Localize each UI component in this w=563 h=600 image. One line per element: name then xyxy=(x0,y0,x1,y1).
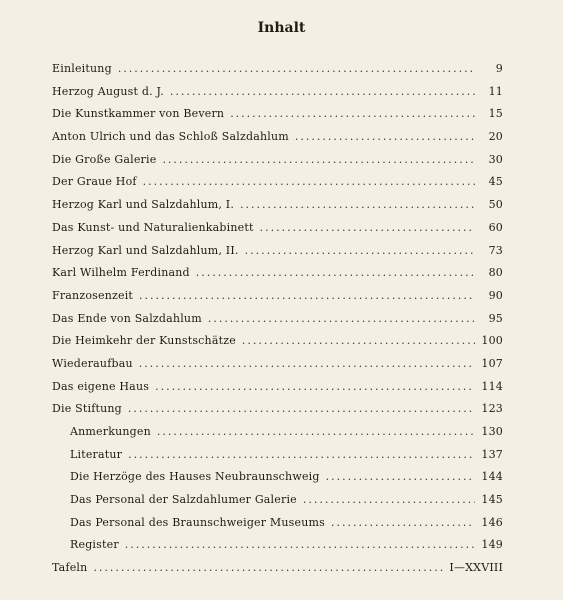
entry-label: Herzog August d. J. xyxy=(52,84,164,98)
entry-page: 11 xyxy=(488,84,503,98)
entry-page: 20 xyxy=(488,130,503,144)
subentry-page: 137 xyxy=(481,447,503,461)
toc-entry xyxy=(52,312,503,335)
toc-entry xyxy=(52,153,503,176)
dot-leader xyxy=(245,244,475,257)
entry-label: Die Stiftung xyxy=(52,402,122,416)
dot-leader xyxy=(125,538,475,551)
entry-label: Karl Wilhelm Ferdinand xyxy=(52,266,190,280)
entry-page: 95 xyxy=(488,311,503,325)
toc-entry xyxy=(52,380,503,403)
subentry-label: Register xyxy=(70,538,119,552)
toc-entry xyxy=(52,221,503,244)
entry-page: 9 xyxy=(495,62,503,75)
dot-leader xyxy=(155,380,475,393)
entry-page: 80 xyxy=(488,266,503,280)
entry-page: 60 xyxy=(488,220,503,234)
table-of-contents xyxy=(52,62,503,584)
toc-subentry xyxy=(52,516,503,539)
entry-label: Einleitung xyxy=(52,62,112,75)
entry-label: Die Kunstkammer von Bevern xyxy=(52,107,225,121)
toc-subentry xyxy=(52,538,503,561)
toc-entry-plates xyxy=(52,561,503,584)
toc-subentry xyxy=(52,448,503,471)
entry-page: 73 xyxy=(488,243,503,257)
dot-leader xyxy=(157,425,475,438)
dot-leader xyxy=(128,402,475,415)
entry-label: Herzog Karl und Salzdahlum, II. xyxy=(52,243,239,257)
entry-label: Die Heimkehr der Kunstschätze xyxy=(52,334,236,348)
entry-label: Der Graue Hof xyxy=(52,175,137,189)
entry-label: Wiederaufbau xyxy=(52,356,133,370)
entry-page: I—XXVIII xyxy=(449,561,503,575)
subentry-label: Das Personal der Salzdahlumer Galerie xyxy=(70,493,297,507)
entry-page: 45 xyxy=(488,175,503,189)
entry-label: Die Große Galerie xyxy=(52,152,157,166)
subentry-label: Die Herzöge des Hauses Neubraunschweig xyxy=(70,470,320,484)
entry-label: Anton Ulrich und das Schloß Salzdahlum xyxy=(52,130,289,144)
dot-leader xyxy=(303,493,475,506)
subentry-page: 146 xyxy=(481,515,503,529)
entry-label: Herzog Karl und Salzdahlum, I. xyxy=(52,198,235,212)
dot-leader xyxy=(93,561,443,574)
toc-subentry xyxy=(52,470,503,493)
entry-label: Das Ende von Salzdahlum xyxy=(52,311,202,325)
toc-subentry xyxy=(52,493,503,516)
subentry-page: 149 xyxy=(481,538,503,552)
dot-leader xyxy=(128,448,475,461)
dot-leader xyxy=(139,289,475,302)
entry-page: 100 xyxy=(481,334,503,348)
subentry-label: Anmerkungen xyxy=(70,425,151,438)
dot-leader xyxy=(162,153,475,166)
toc-entry xyxy=(52,62,503,85)
dot-leader xyxy=(260,221,475,234)
dot-leader xyxy=(170,85,475,98)
dot-leader xyxy=(230,107,475,120)
toc-entry xyxy=(52,402,503,425)
entry-label: Tafeln xyxy=(52,561,88,575)
subentry-page: 130 xyxy=(481,425,503,438)
subentry-page: 145 xyxy=(481,493,503,507)
dot-leader xyxy=(196,266,475,279)
entry-label: Das eigene Haus xyxy=(52,379,150,393)
dot-leader xyxy=(208,312,475,325)
entry-page: 123 xyxy=(481,402,503,416)
dot-leader xyxy=(139,357,475,370)
toc-entry xyxy=(52,130,503,153)
entry-page: 90 xyxy=(488,288,503,302)
dot-leader xyxy=(118,62,475,75)
entry-page: 15 xyxy=(488,107,503,121)
dot-leader xyxy=(240,198,475,211)
toc-entry xyxy=(52,334,503,357)
toc-entry xyxy=(52,198,503,221)
entry-page: 107 xyxy=(481,356,503,370)
toc-entry xyxy=(52,357,503,380)
toc-subentry xyxy=(52,425,503,448)
subentry-page: 144 xyxy=(481,470,503,484)
dot-leader xyxy=(295,130,475,143)
entry-page: 114 xyxy=(481,379,503,393)
entry-label: Franzosenzeit xyxy=(52,288,134,302)
page-title: Inhalt xyxy=(257,20,306,36)
toc-entry xyxy=(52,175,503,198)
entry-page: 50 xyxy=(488,198,503,212)
toc-entry xyxy=(52,266,503,289)
entry-label: Das Kunst- und Naturalienkabinett xyxy=(52,220,254,234)
subentry-label: Literatur xyxy=(70,447,123,461)
toc-entry xyxy=(52,289,503,312)
dot-leader xyxy=(326,470,475,483)
toc-entry xyxy=(52,244,503,267)
dot-leader xyxy=(242,334,475,347)
dot-leader xyxy=(143,175,475,188)
entry-page: 30 xyxy=(488,152,503,166)
dot-leader xyxy=(331,516,475,529)
toc-entry xyxy=(52,107,503,130)
subentry-label: Das Personal des Braunschweiger Museums xyxy=(70,515,325,529)
toc-entry xyxy=(52,85,503,108)
